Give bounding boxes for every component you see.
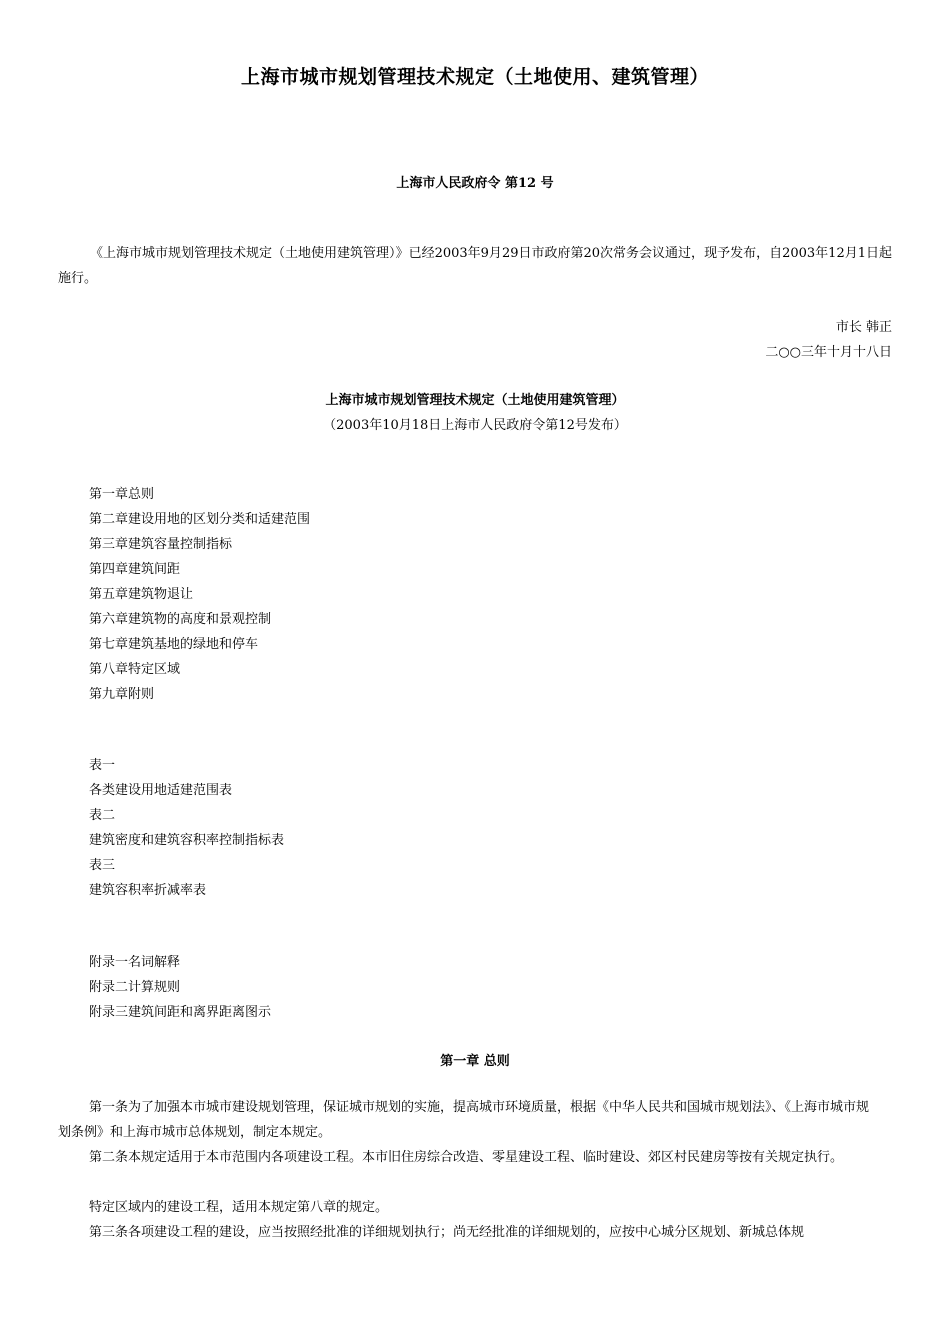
- article-paragraph: 第三条各项建设工程的建设，应当按照经批准的详细规划执行；尚无经批准的详细规划的，应按中心城分区规划、新城总体规: [89, 1225, 805, 1240]
- article-paragraph: 特定区域内的建设工程，适用本规定第八章的规定。: [89, 1200, 389, 1215]
- appendix-item: 附录二计算规则: [89, 980, 181, 995]
- regulation-subtitle: （2003年10月18日上海市人民政府令第12号发布）: [323, 418, 627, 433]
- decree-text: 《上海市城市规划管理技术规定（土地使用建筑管理）》已经2003年9月29日市政府第20次常务会议通过，现予发布，自2003年12月1日起施行。: [58, 246, 892, 286]
- decree-date: 二○○三年十月十八日: [765, 345, 892, 360]
- table-item: 建筑密度和建筑容积率控制指标表: [89, 833, 285, 848]
- chapter-item: 第五章建筑物退让: [89, 587, 194, 602]
- article-paragraph: 第二条本规定适用于本市范围内各项建设工程。本市旧住房综合改造、零星建设工程、临时建设、郊区村民建房等按有关规定执行。: [89, 1150, 844, 1165]
- chapter-item: 第七章建筑基地的绿地和停车: [89, 637, 259, 652]
- chapter-item: 第八章特定区域: [89, 662, 181, 677]
- appendix-item: 附录一名词解释: [89, 955, 181, 970]
- chapter-item: 第一章总则: [89, 487, 155, 502]
- table-item: 建筑容积率折减率表: [89, 883, 207, 898]
- table-list: [89, 753, 284, 903]
- appendix-item: 附录三建筑间距和离界距离图示: [89, 1005, 272, 1020]
- chapter-heading: 第一章 总则: [440, 1054, 510, 1069]
- table-item: 各类建设用地适建范围表: [89, 783, 233, 798]
- chapter-item: 第六章建筑物的高度和景观控制: [89, 612, 272, 627]
- table-item: 表一: [89, 758, 116, 773]
- chapter-item: 第九章附则: [89, 687, 155, 702]
- decree-number: 上海市人民政府令 第12 号: [396, 176, 554, 191]
- chapter-item: 第三章建筑容量控制指标: [89, 537, 233, 552]
- table-item: 表三: [89, 858, 116, 873]
- chapter-item: 第二章建设用地的区划分类和适建范围: [89, 512, 311, 527]
- article-paragraph: 第一条为了加强本市城市建设规划管理，保证城市规划的实施，提高城市环境质量，根据《中华人民共和国城市规划法》、《上海市城市规划条例》和上海市城市总体规划，制定本规定。: [58, 1100, 870, 1140]
- chapter-list: [89, 482, 310, 707]
- appendix-list: [89, 950, 271, 1025]
- document-title: 上海市城市规划管理技术规定（土地使用、建筑管理）: [240, 66, 709, 88]
- chapter-item: 第四章建筑间距: [89, 562, 181, 577]
- regulation-title: 上海市城市规划管理技术规定（土地使用建筑管理）: [325, 393, 625, 408]
- table-item: 表二: [89, 808, 116, 823]
- signatory: 市长 韩正: [835, 320, 892, 335]
